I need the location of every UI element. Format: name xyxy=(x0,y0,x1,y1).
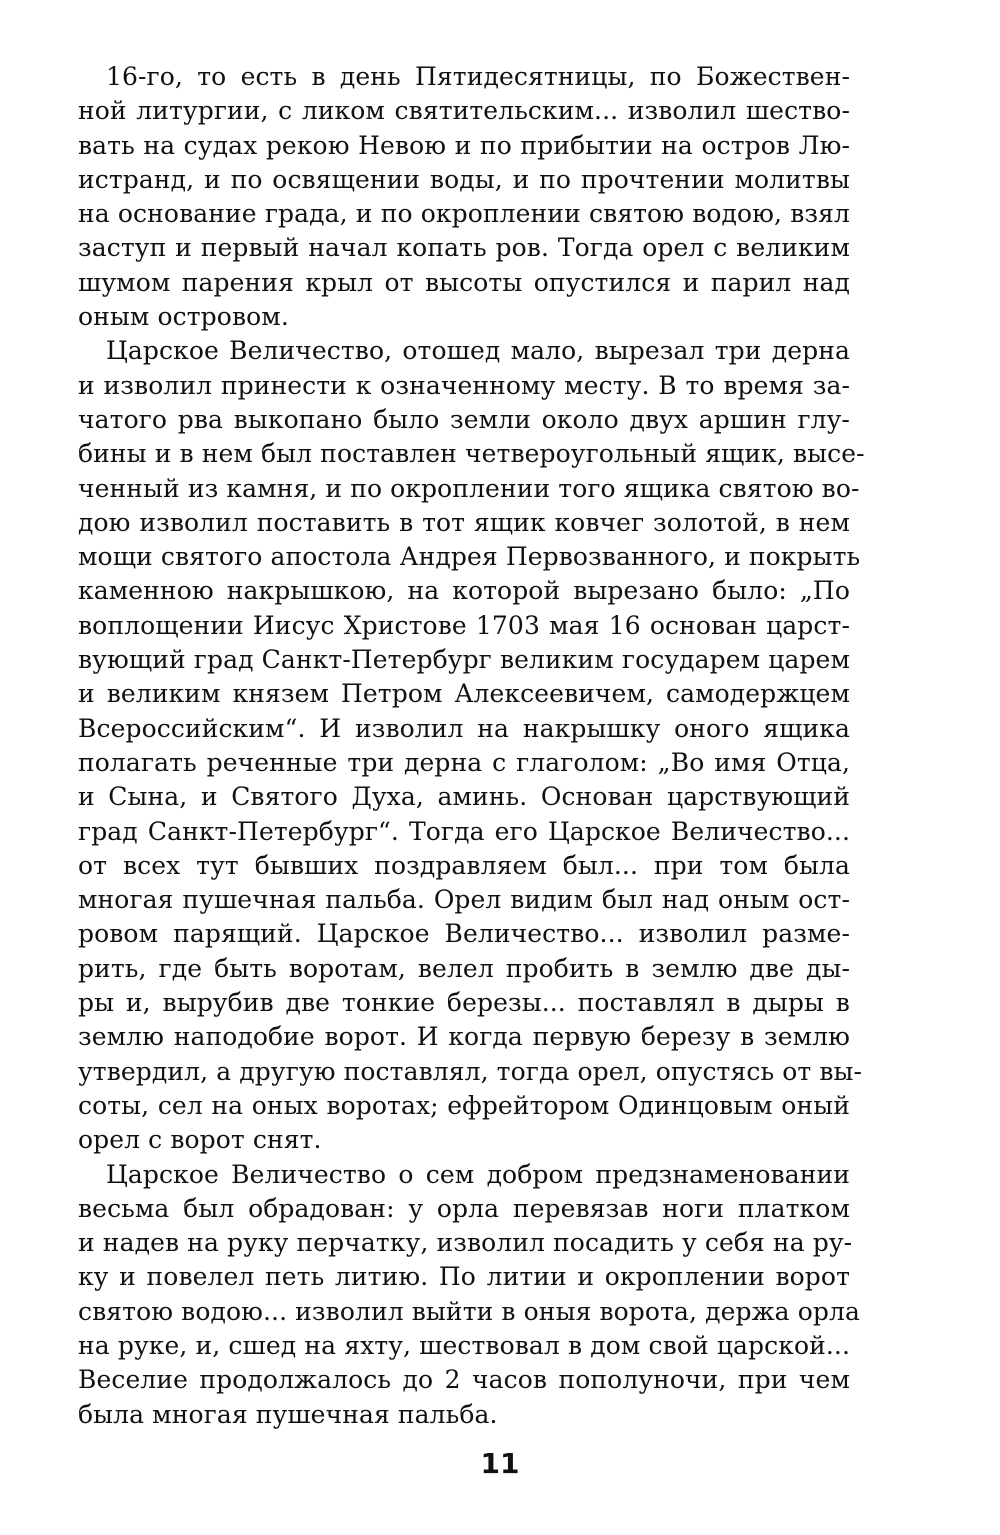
text-line: вующий град Санкт-Петербург великим государем царем xyxy=(78,645,850,675)
text-line: воплощении Иисус Христове 1703 мая 16 основан царст- xyxy=(78,610,850,640)
text-line: и Сына, и Святого Духа, аминь. Основан царствующий xyxy=(78,782,850,812)
text-line: орел с ворот снят. xyxy=(78,1125,322,1155)
text-line: ченный из камня, и по окроплении того ящика святою во- xyxy=(78,473,860,503)
text-line: и надев на руку перчатку, изволил посадить у себя на ру- xyxy=(78,1228,853,1258)
text-line: землю наподобие ворот. И когда первую березу в землю xyxy=(78,1022,850,1052)
text-line: и изволил принести к означенному месту. В то время за- xyxy=(78,370,850,400)
text-line: и великим князем Петром Алексеевичем, самодержцем xyxy=(78,679,850,709)
text-line: Веселие продолжалось до 2 часов пополуночи, при чем xyxy=(78,1365,850,1395)
paragraph-2 xyxy=(78,334,865,1157)
page-body xyxy=(78,60,865,1432)
text-line: бины и в нем был поставлен четвероугольный ящик, высе- xyxy=(78,439,865,469)
text-line: была многая пушечная пальба. xyxy=(78,1399,498,1429)
text-line: Царское Величество о сем добром предзнаменовании xyxy=(106,1159,850,1189)
text-line: весьма был обрадован: у орла перевязав ноги платком xyxy=(78,1193,850,1223)
text-line: ной литургии, с ликом святительским... изволил шество- xyxy=(78,96,850,126)
text-line: на руке, и, сшед на яхту, шествовал в дом свой царской... xyxy=(78,1330,850,1360)
text-line: Царское Величество, отошед мало, вырезал три дерна xyxy=(106,336,850,366)
text-line: на основание града, и по окроплении святою водою, взял xyxy=(78,199,850,229)
text-line: рить, где быть воротам, велел пробить в землю две ды- xyxy=(78,953,850,983)
text-line: вать на судах рекою Невою и по прибытии на остров Лю- xyxy=(78,130,850,160)
text-line: ровом парящий. Царское Величество... изволил разме- xyxy=(78,919,850,949)
paragraph-1 xyxy=(78,60,850,334)
text-line: 16-го, то есть в день Пятидесятницы, по Божествен- xyxy=(106,62,850,91)
text-line: многая пушечная пальба. Орел видим был над оным ост- xyxy=(78,885,850,915)
text-line: Всероссийским“. И изволил на накрышку оного ящика xyxy=(78,713,850,743)
text-line: град Санкт-Петербург“. Тогда его Царское Величество... xyxy=(78,816,850,846)
text-line: ры и, вырубив две тонкие березы... поставлял в дыры в xyxy=(78,988,850,1018)
text-line: соты, сел на оных воротах; ефрейтором Одинцовым оный xyxy=(78,1090,850,1120)
text-line: истранд, и по освящении воды, и по прочтении молитвы xyxy=(78,164,850,194)
text-line: мощи святого апостола Андрея Первозванного, и покрыть xyxy=(78,542,861,572)
text-line: святою водою... изволил выйти в оныя ворота, держа орла xyxy=(78,1296,860,1326)
text-line: от всех тут бывших поздравляем был... при том была xyxy=(78,850,850,880)
text-line: оным островом. xyxy=(78,302,289,332)
text-line: заступ и первый начал копать ров. Тогда орел с великим xyxy=(78,233,850,263)
paragraph-3 xyxy=(78,1158,860,1432)
text-line: дою изволил поставить в тот ящик ковчег золотой, в нем xyxy=(78,507,850,537)
text-line: ку и повелел петь литию. По литии и окроплении ворот xyxy=(78,1262,850,1292)
text-line: полагать реченные три дерна с глаголом: „Во имя Отца, xyxy=(78,747,850,777)
text-line: шумом парения крыл от высоты опустился и парил над xyxy=(78,267,850,297)
text-line: чатого рва выкопано было земли около двух аршин глу- xyxy=(78,404,850,434)
text-line: каменною накрышкою, на которой вырезано было: „По xyxy=(78,576,850,606)
page-number: 11 xyxy=(480,1447,520,1480)
text-line: утвердил, а другую поставлял, тогда орел, опустясь от вы- xyxy=(78,1056,863,1086)
